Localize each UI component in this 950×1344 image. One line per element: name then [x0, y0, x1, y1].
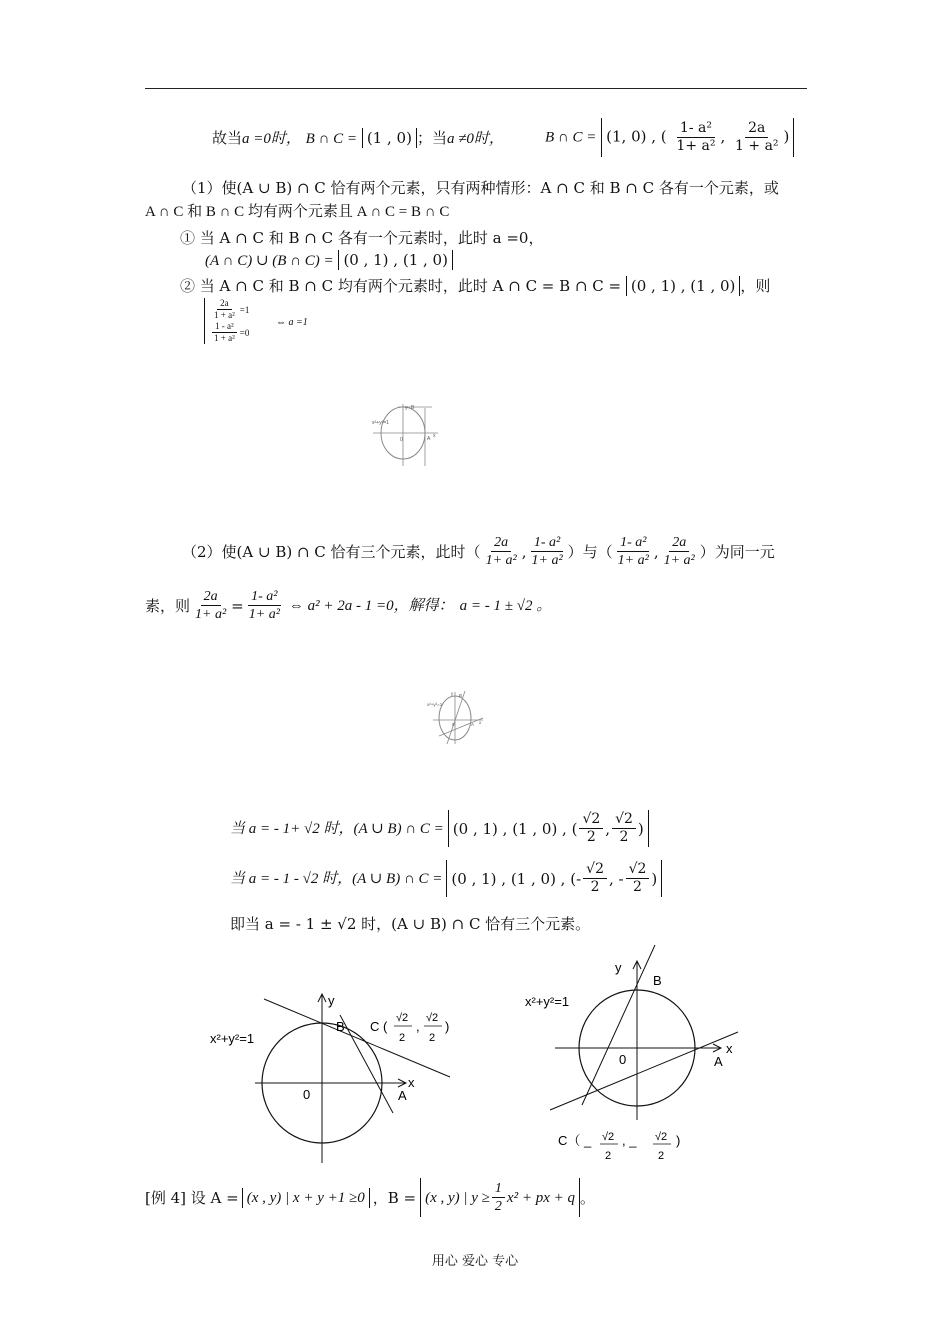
fraction [492, 1180, 505, 1215]
set-content: x² + px + q [506, 1189, 575, 1206]
y-label: y [405, 405, 408, 411]
numerator: 1 [492, 1180, 505, 1198]
line-2: （1）使(A ∪ B) ∩ C 恰有两个元素，只有两种情形：A ∩ C 和 B ∩ C 各有一个元素，或 [182, 179, 779, 197]
text: ② 当 A ∩ C 和 B ∩ C 均有两个元素时，此时 A ∩ C = B ∩ C = [180, 277, 622, 295]
text: （2）使(A ∪ B) ∩ C 恰有三个元素，此时（ [182, 542, 481, 561]
set-braces [242, 1188, 370, 1208]
equation-label: x²+y²=1 [372, 420, 389, 426]
line-6 [180, 276, 770, 296]
c-numerator-2: √2 [426, 1012, 439, 1024]
system-result: ⇔ a =1 [276, 317, 308, 328]
y-label: y [451, 691, 454, 696]
set-content: (0 , 1) , (1 , 0) [630, 277, 736, 295]
text: 素，则 [145, 596, 191, 615]
case-line-3: 即当 a = - 1 ± √2 时，(A ∪ B) ∩ C 恰有三个元素。 [230, 915, 591, 933]
comma: , - [608, 869, 624, 888]
math: a =0时， [242, 131, 301, 147]
denominator: 1 + a² [735, 138, 779, 154]
x-label: x [479, 720, 482, 725]
line-1-set [545, 118, 794, 157]
paren: ) [637, 819, 644, 838]
denominator: 1+ a² [195, 607, 227, 622]
fraction [583, 861, 607, 896]
small-figure-2 [425, 688, 487, 746]
denominator: 2 [633, 879, 642, 895]
tangent-line-b [264, 999, 450, 1077]
x-label: x [433, 433, 436, 439]
point-b-label: B [336, 1019, 345, 1034]
line-4: ① 当 A ∩ C 和 B ∩ C 各有一个元素时，此时 a =0， [180, 229, 544, 247]
fraction [612, 811, 636, 846]
fraction [211, 298, 238, 321]
numerator: 2a [491, 534, 511, 552]
text: 故当 [212, 129, 243, 147]
denominator: 1+ a² [485, 553, 517, 568]
set-braces [446, 860, 662, 897]
text: ）为同一元 [699, 542, 775, 561]
math: ⇔ a² + 2a - 1 =0，解得： [288, 597, 454, 614]
case-line-1 [230, 810, 649, 847]
c-denominator-2: 2 [429, 1032, 436, 1044]
right-figure [520, 940, 760, 1165]
set-content: (1 , 0) [366, 129, 412, 147]
line-3: A ∩ C 和 B ∩ C 均有两个元素且 A ∩ C = B ∩ C [145, 204, 450, 220]
x-label: x [726, 1041, 733, 1056]
origin-label: 0 [303, 1087, 311, 1102]
fraction [211, 321, 238, 344]
fraction [626, 861, 650, 896]
comma: , [605, 819, 611, 838]
fraction [483, 534, 520, 569]
numerator: √2 [612, 811, 636, 829]
c-paren: ) [445, 1019, 450, 1034]
c-paren: ) [676, 1133, 681, 1148]
x-label: x [408, 1075, 415, 1090]
point-a-label: A [714, 1054, 723, 1069]
set-content: (0 , 1) , (1 , 0) [343, 251, 448, 269]
c-numerator-2: √2 [655, 1131, 668, 1143]
point-b-label: B [411, 405, 415, 411]
system-row-1 [209, 298, 249, 321]
fraction [661, 534, 698, 569]
point-a-label: A [398, 1088, 407, 1103]
denominator: 1+ a² [617, 553, 649, 568]
fraction [529, 534, 566, 569]
paren: ) [651, 869, 658, 888]
point-c-label: C（ _ [558, 1133, 592, 1148]
text: ）与（ [567, 542, 613, 561]
denominator: 1+ a² [676, 138, 716, 154]
numerator: 1- a² [677, 120, 715, 138]
origin-label: 0 [619, 1052, 627, 1067]
point-c-label: C ( [370, 1019, 388, 1034]
text: ，B = [372, 1188, 417, 1207]
rhs: =1 [239, 304, 250, 315]
set-braces [362, 128, 417, 148]
line [447, 691, 465, 744]
set-braces [448, 810, 649, 847]
math: (A ∩ C) ∪ (B ∩ C) = [205, 253, 334, 269]
denominator: 1+ a² [531, 553, 563, 568]
set-braces [338, 250, 453, 270]
denominator: 2 [586, 829, 596, 845]
numerator: √2 [579, 811, 603, 829]
numerator: 1- a² [248, 588, 280, 606]
equation-label: x²+y²=1 [427, 702, 443, 707]
paren: ) [783, 127, 790, 146]
c-denominator-2: 2 [658, 1150, 665, 1162]
set-content: (0 , 1) , (1 , 0) , ( [452, 819, 578, 838]
math: 当 a = - 1 - √2 时，(A ∪ B) ∩ C = [230, 870, 443, 887]
footer: 用心 爱心 专心 [431, 1254, 519, 1269]
equation-label: x²+y²=1 [525, 994, 570, 1009]
rhs: =0 [239, 327, 250, 338]
equals: = [231, 596, 244, 615]
numerator: 2a [217, 298, 232, 310]
set-braces [626, 276, 741, 296]
numerator: 1- a² [617, 534, 649, 552]
equation-system [204, 298, 249, 344]
point-b-label: B [459, 693, 463, 698]
fraction [615, 534, 652, 569]
math: a = - 1 ± √2 。 [459, 597, 552, 614]
numerator: 2a [745, 120, 768, 138]
point-b-label: B [653, 973, 662, 988]
origin-label: 0 [452, 722, 455, 727]
left-figure [200, 985, 460, 1170]
denominator: 1 + a² [214, 310, 235, 320]
denominator: 2 [590, 879, 600, 895]
denominator: 1 + a² [214, 333, 235, 343]
math: B ∩ C = [545, 129, 597, 146]
numerator: 2a [669, 534, 689, 552]
numerator: √2 [626, 861, 650, 879]
fraction [673, 120, 718, 155]
paragraph-2-line-2 [145, 588, 551, 623]
line-1 [212, 128, 504, 149]
denominator: 1+ a² [248, 607, 280, 622]
header-rule [145, 88, 807, 89]
c-denominator-1: 2 [605, 1150, 612, 1162]
comma: , [653, 542, 659, 561]
set-content: (x , y) | x + y +1 ≥0 [246, 1189, 365, 1206]
point-a-label: A [427, 436, 431, 442]
system-row-2 [209, 321, 249, 344]
y-label: y [328, 993, 335, 1008]
math: 当 a = - 1+ √2 时，(A ∪ B) ∩ C = [230, 820, 444, 837]
numerator: 2a [201, 588, 221, 606]
point-a-label: A [471, 722, 475, 727]
c-numerator-1: √2 [602, 1131, 615, 1143]
paragraph-2-line-1 [182, 534, 775, 569]
fraction [192, 588, 229, 623]
fraction [246, 588, 283, 623]
example-4 [145, 1178, 595, 1217]
comma: , [720, 127, 726, 146]
c-separator: , [416, 1019, 420, 1034]
denominator: 2 [494, 1199, 502, 1214]
math: a ≠0时， [446, 131, 504, 147]
comma: , [521, 542, 527, 561]
fraction [579, 811, 603, 846]
case-line-2 [230, 860, 662, 897]
denominator: 1+ a² [663, 553, 695, 568]
c-separator: , _ [622, 1133, 637, 1148]
set-content: (x , y) | y ≥ [425, 1189, 490, 1206]
fraction [732, 120, 782, 155]
denominator: 2 [619, 829, 629, 845]
text: ；当 [416, 129, 447, 147]
set-content: (0 , 1) , (1 , 0) , (- [451, 869, 582, 888]
text: ，则 [740, 277, 771, 295]
equation-label: x²+y²=1 [210, 1031, 255, 1046]
line-5 [205, 250, 453, 271]
line-through-a [550, 1032, 738, 1110]
numerator: √2 [583, 861, 607, 879]
set-braces [601, 118, 794, 157]
y-label: y [615, 960, 622, 975]
set-braces [420, 1178, 580, 1217]
small-figure-1 [370, 400, 445, 470]
line [439, 718, 483, 736]
numerator: 1 - a² [212, 321, 237, 333]
text: [例 4] 设 A = [145, 1188, 239, 1207]
math: B ∩ C = [305, 131, 358, 147]
set-content: (1, 0) , ( [606, 127, 667, 146]
text: 。 [579, 1188, 595, 1207]
c-numerator-1: √2 [396, 1012, 409, 1024]
c-denominator-1: 2 [399, 1032, 406, 1044]
numerator: 1- a² [531, 534, 563, 552]
origin-label: 0 [400, 437, 403, 443]
